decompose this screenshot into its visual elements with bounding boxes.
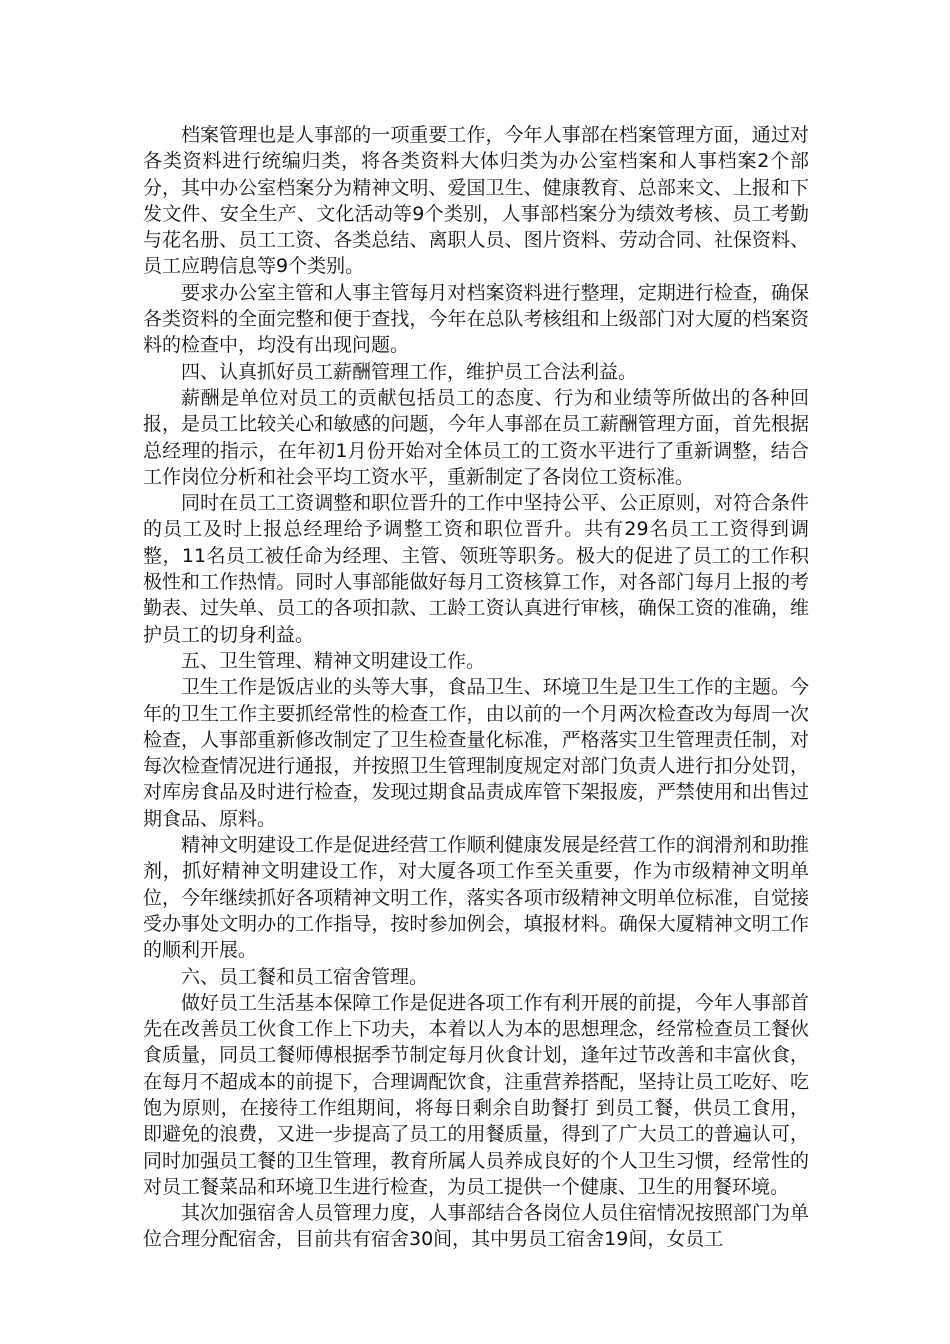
section-heading-salary: 四、认真抓好员工薪酬管理工作，维护员工合法利益。: [181, 360, 638, 383]
paragraph-salary-intro: 薪酬是单位对员工的贡献包括员工的态度、行为和业绩等所做出的各种回报，是员工比较关心和敏感的问题，今年人事部在员工薪酬管理方面，首先根据总经理的指示，在年初1月份开始对全体员工的工资水平进行了重新调整，结合工作岗位分析和社会平均工资水平，重新制定了各岗位工资标准。: [143, 386, 809, 488]
paragraph-archive-management: 档案管理也是人事部的一项重要工作，今年人事部在档案管理方面，通过对各类资料进行统编归类，将各类资料大体归类为办公室档案和人事档案2个部分，其中办公室档案分为精神文明、爱国卫生、健康教育、总部来文、上报和下发文件、安全生产、文化活动等9个类别，人事部档案分为绩效考核、员工考勤与花名册、员工工资、各类总结、离职人员、图片资料、劳动合同、社保资料、员工应聘信息等9个类别。: [143, 124, 809, 278]
paragraph-staff-meals: 做好员工生活基本保障工作是促进各项工作有利开展的前提，今年人事部首先在改善员工伙食工作上下功夫，本着以人为本的思想理念，经常检查员工餐伙食质量，同员工餐师傅根据季节制定每月伙食计划，逢年过节改善和丰富伙食，在每月不超成本的前提下，合理调配饮食，注重营养搭配，坚持让员工吃好、吃饱为原则，在接待工作组期间，将每日剩余自助餐打 到员工餐，供员工食用，即避免的浪费，又进一步提高了员工的用餐质量，得到了广大员工的普遍认可，同时加强员工餐的卫生管理，教育所属人员养成良好的个人卫生习惯，经常性的对员工餐菜品和环境卫生进行检查，为员工提供一个健康、卫生的用餐环境。: [143, 991, 809, 1198]
paragraph-archive-inspection: 要求办公室主管和人事主管每月对档案资料进行整理，定期进行检查，确保各类资料的全面完整和便于查找，今年在总队考核组和上级部门对大厦的档案资料的检查中，均没有出现问题。: [143, 281, 809, 357]
paragraph-dormitory: 其次加强宿舍人员管理力度，人事部结合各岗位人员住宿情况按照部门为单位合理分配宿舍，目前共有宿舍30间，其中男员工宿舍19间，女员工: [143, 1202, 809, 1251]
document-page: [143, 122, 809, 1253]
paragraph-civilization-work: 精神文明建设工作是促进经营工作顺利健康发展是经营工作的润滑剂和助推剂，抓好精神文明建设工作，对大厦各项工作至关重要，作为市级精神文明单位，今年继续抓好各项精神文明工作，落实各项市级精神文明单位标准，自觉接受办事处文明办的工作指导，按时参加例会，填报材料。确保大厦精神文明工作的顺利开展。: [143, 834, 809, 962]
paragraph-hygiene-work: 卫生工作是饭店业的头等大事，食品卫生、环境卫生是卫生工作的主题。今年的卫生工作主要抓经常性的检查工作，由以前的一个月两次检查改为每周一次检查，人事部重新修改制定了卫生检查量化标准，严格落实卫生管理责任制，对每次检查情况进行通报，并按照卫生管理制度规定对部门负责人进行扣分处罚，对库房食品及时进行检查，发现过期食品责成库管下架报废，严禁使用和出售过期食品、原料。: [143, 676, 809, 830]
section-heading-hygiene: 五、卫生管理、精神文明建设工作。: [181, 649, 486, 672]
paragraph-salary-adjustment: 同时在员工工资调整和职位晋升的工作中坚持公平、公正原则，对符合条件的员工及时上报总经理给予调整工资和职位晋升。共有29名员工工资得到调整，11名员工被任命为经理、主管、领班等职务。极大的促进了员工的工作积极性和工作热情。同时人事部能做好每月工资核算工作，对各部门每月上报的考勤表、过失单、员工的各项扣款、工龄工资认真进行审核，确保工资的准确，维护员工的切身利益。: [143, 492, 809, 646]
section-heading-staff-meals: 六、员工餐和员工宿舍管理。: [181, 965, 429, 988]
